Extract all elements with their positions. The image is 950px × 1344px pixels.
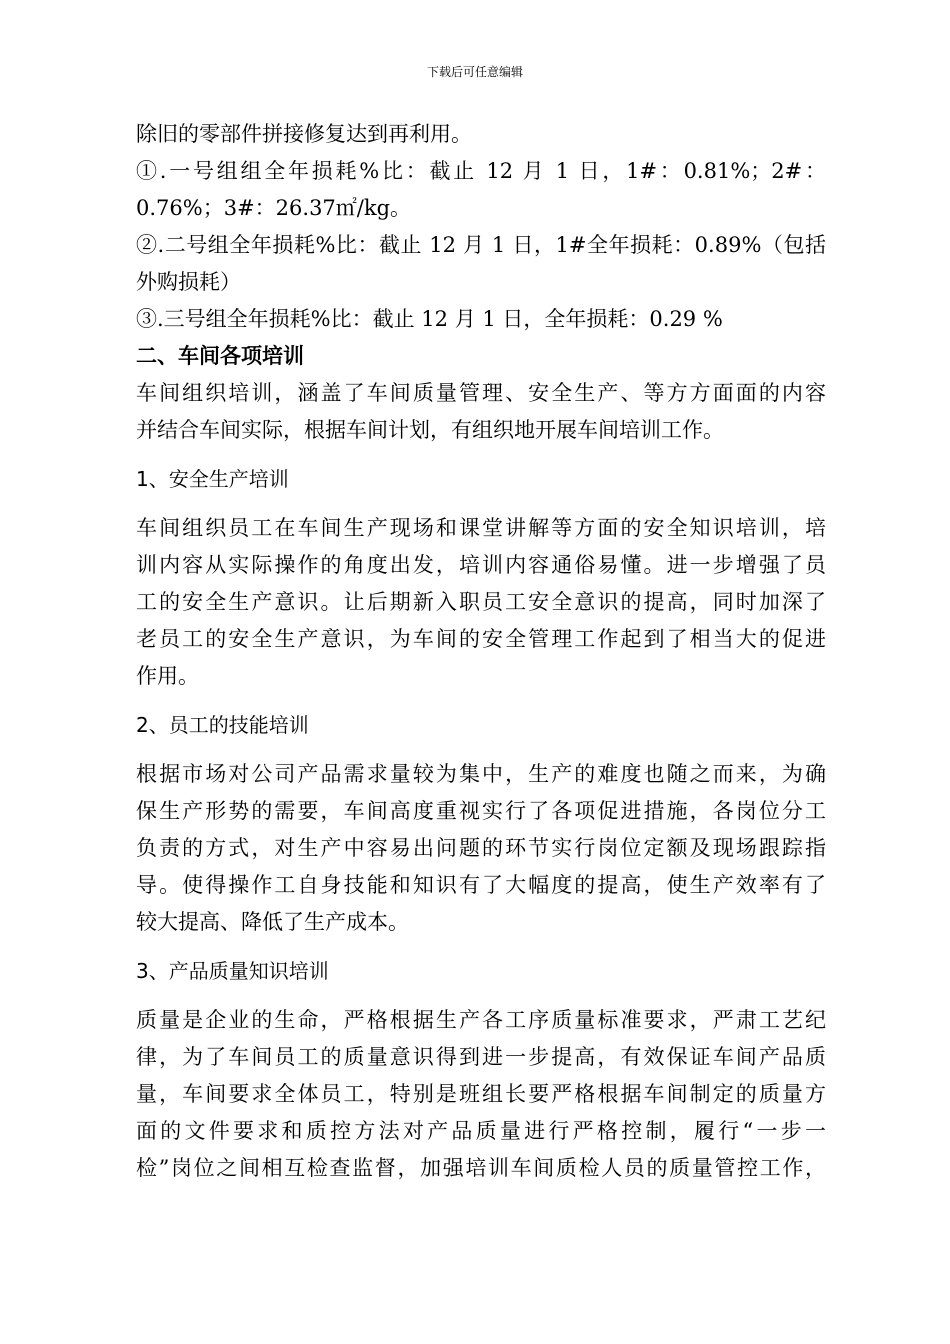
text-line: 根据市场对公司产品需求量较为集中，生产的难度也随之而来，为确 — [136, 762, 826, 786]
text-line: 车间组织员工在车间生产现场和课堂讲解等方面的安全知识培训，培 — [136, 516, 826, 540]
text-line: 导。使得操作工自身技能和知识有了大幅度的提高，使生产效率有了 — [136, 873, 826, 897]
quality-training-paragraph — [136, 1002, 826, 1187]
text-line: 量，车间要求全体员工，特别是班组长要严格根据车间制定的质量方 — [136, 1082, 826, 1106]
text-line: 0.76%；3#：26.37㎡/kg。 — [136, 196, 412, 220]
text-line: ②.二号组全年损耗%比：截止 12 月 1 日，1#全年损耗：0.89%（包括 — [136, 233, 826, 257]
intro-paragraph — [136, 116, 826, 338]
text-line: 面的文件要求和质控方法对产品质量进行严格控制，履行“一步一 — [136, 1119, 826, 1143]
section-intro-paragraph — [136, 375, 826, 449]
text-line: 检”岗位之间相互检查监督，加强培训车间质检人员的质量管控工作， — [136, 1156, 826, 1180]
text-line: 质量是企业的生命，严格根据生产各工序质量标准要求，严肃工艺纪 — [136, 1008, 826, 1032]
text-line: ③.三号组全年损耗%比：截止 12 月 1 日，全年损耗：0.29 % — [136, 307, 723, 331]
text-line: 较大提高、降低了生产成本。 — [136, 910, 409, 934]
text-line: 外购损耗） — [136, 270, 241, 294]
text-line: 保生产形势的需要，车间高度重视实行了各项促进措施，各岗位分工 — [136, 799, 826, 823]
subsection-title-quality: 3、产品质量知识培训 — [136, 959, 329, 983]
safety-training-paragraph — [136, 510, 826, 695]
subsection-title-safety: 1、安全生产培训 — [136, 467, 289, 491]
section-heading: 二、车间各项培训 — [136, 344, 304, 368]
text-line: 律，为了车间员工的质量意识得到进一步提高，有效保证车间产品质 — [136, 1045, 826, 1069]
text-line: ①.一号组组全年损耗%比：截止 12 月 1 日，1#：0.81%；2#： — [136, 159, 826, 183]
text-line: 作用。 — [136, 664, 199, 688]
text-line: 负责的方式，对生产中容易出问题的环节实行岗位定额及现场跟踪指 — [136, 836, 826, 860]
text-line: 老员工的安全生产意识，为车间的安全管理工作起到了相当大的促进 — [136, 627, 826, 651]
page-header-note: 下载后可任意编辑 — [426, 65, 523, 79]
text-line: 工的安全生产意识。让后期新入职员工安全意识的提高，同时加深了 — [136, 590, 826, 614]
text-line: 训内容从实际操作的角度出发，培训内容通俗易懂。进一步增强了员 — [136, 553, 826, 577]
skills-training-paragraph — [136, 756, 826, 941]
subsection-title-skills: 2、员工的技能培训 — [136, 713, 309, 737]
document-body — [136, 116, 826, 1187]
text-line: 车间组织培训，涵盖了车间质量管理、安全生产、等方方面面的内容 — [136, 381, 826, 405]
text-line: 除旧的零部件拼接修复达到再利用。 — [136, 122, 472, 146]
text-line: 并结合车间实际，根据车间计划，有组织地开展车间培训工作。 — [136, 418, 724, 442]
